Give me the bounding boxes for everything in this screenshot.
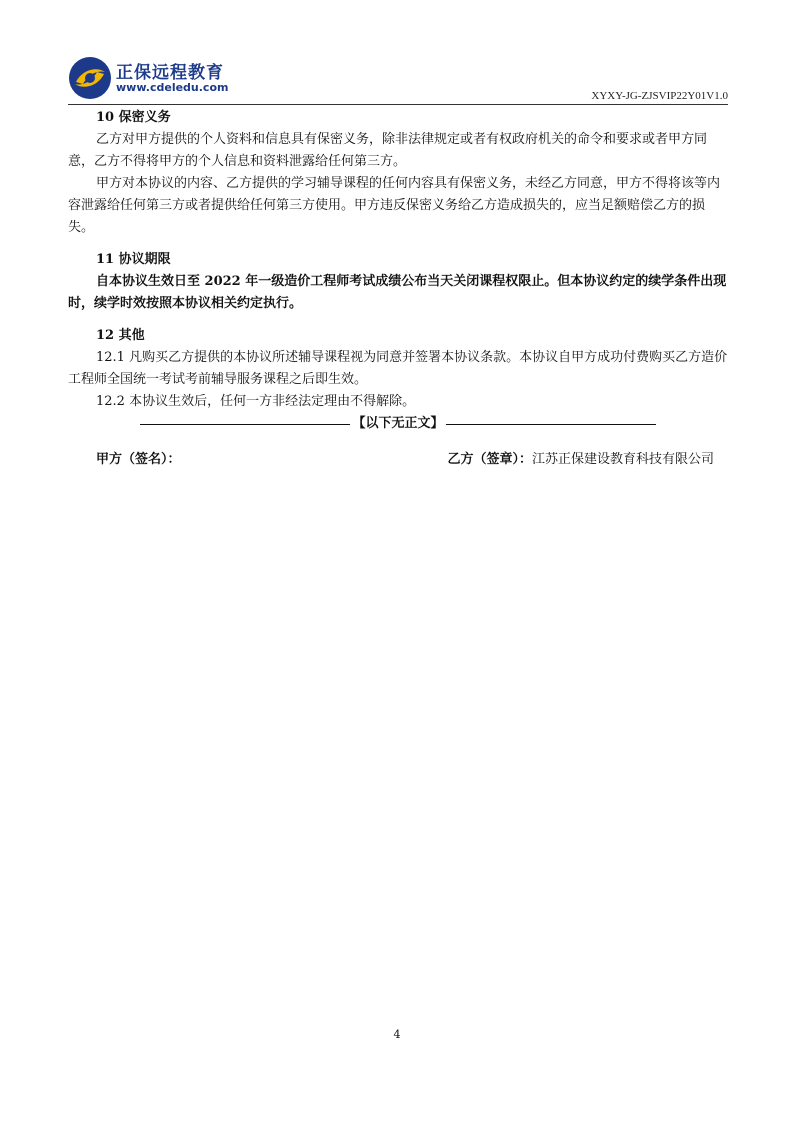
party-a-signature-label: 甲方（签名）： <box>96 452 181 467</box>
section-12-title: 12 其他 <box>96 328 145 343</box>
header-divider <box>68 104 728 105</box>
document-code: XYXY-JG-ZJSVIP22Y01V1.0 <box>591 90 728 102</box>
section-11-paragraph-1: 自本协议生效日至 2022 年一级造价工程师考试成绩公布当天关闭课程权限止。但本协议约定的续学条件出现时，续学时效按照本协议相关约定执行。 <box>68 274 727 311</box>
signature-row <box>68 449 728 471</box>
document-body <box>68 107 728 471</box>
page-header <box>68 56 728 104</box>
party-b-company-name: 江苏正保建设教育科技有限公司 <box>531 452 714 467</box>
party-b-signature-label: 乙方（签章）： <box>447 452 532 467</box>
end-rule-left <box>140 424 350 425</box>
brand-name: 正保远程教育 <box>116 63 224 83</box>
section-12-paragraph-1: 12.1 凡购买乙方提供的本协议所述辅导课程视为同意并签署本协议条款。本协议自甲方成功付费购买乙方造价工程师全国统一考试考前辅导服务课程之后即生效。 <box>68 350 728 387</box>
section-11-title: 11 协议期限 <box>96 252 171 267</box>
end-rule-right <box>446 424 656 425</box>
page-number: 4 <box>393 1028 401 1041</box>
section-10-paragraph-1: 乙方对甲方提供的个人资料和信息具有保密义务，除非法律规定或者有权政府机关的命令和要求或者甲方同意，乙方不得将甲方的个人信息和资料泄露给任何第三方。 <box>68 132 708 169</box>
cdeledu-logo-icon <box>68 56 112 100</box>
end-of-text-label: 【以下无正文】 <box>352 416 444 431</box>
section-12-paragraph-2: 12.2 本协议生效后，任何一方非经法定理由不得解除。 <box>96 394 416 409</box>
end-of-text-marker <box>68 413 728 435</box>
section-10-paragraph-2: 甲方对本协议的内容、乙方提供的学习辅导课程的任何内容具有保密义务，未经乙方同意，甲方不得将该等内容泄露给任何第三方或者提供给任何第三方使用。甲方违反保密义务给乙方造成损失的，应当足额赔偿乙方的损失。 <box>68 176 721 235</box>
party-b-signature <box>447 449 714 471</box>
brand-url: www.cdeledu.com <box>116 81 229 94</box>
section-10-title: 10 保密义务 <box>96 110 171 125</box>
